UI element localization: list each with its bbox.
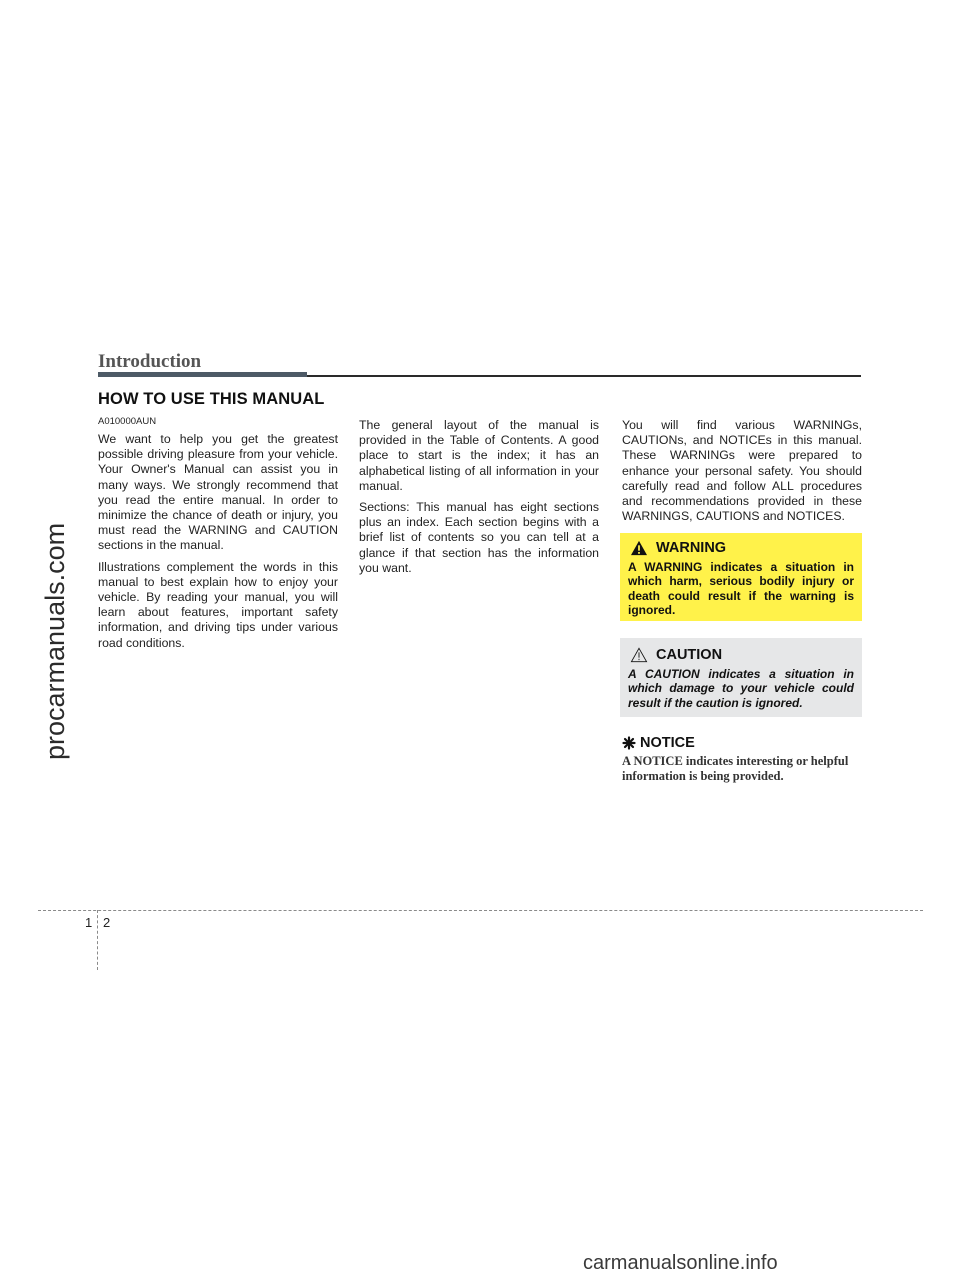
warning-box xyxy=(620,533,862,621)
caution-header xyxy=(630,646,854,664)
bottom-watermark: carmanualsonline.info xyxy=(583,1252,778,1274)
caution-text: A CAUTION indicates a situation in which damage to your vehicle could result if the caution is ignored. xyxy=(628,667,854,710)
warning-text: A WARNING indicates a situation in which harm, serious bodily injury or death could result if the warning is ignored. xyxy=(628,560,854,617)
warning-triangle-icon xyxy=(630,540,648,556)
section-title: Introduction xyxy=(98,351,202,372)
paragraph: We want to help you get the greatest possible driving pleasure from your vehicle. Your Owner's Manual can assist you in many ways. We strongly recommend that you read the entire manual. In order to minimize the chance of death or injury, you must read the WARNING and CAUTION sections in the manual. xyxy=(98,432,338,553)
paragraph: Sections: This manual has eight sections plus an index. Each section begins with a brief list of contents so you can tell at a glance if that section has the information you want. xyxy=(359,500,599,575)
column-1 xyxy=(98,432,338,657)
side-watermark xyxy=(6,522,70,840)
footer-divider xyxy=(97,910,98,970)
caution-box xyxy=(620,638,862,717)
notice-header xyxy=(622,735,695,751)
warning-header xyxy=(630,539,854,557)
notice-star-icon xyxy=(622,736,636,750)
notice-title: NOTICE xyxy=(640,735,695,751)
section-code: A010000AUN xyxy=(98,416,157,427)
notice-text: A NOTICE indicates interesting or helpful information is being provided. xyxy=(622,754,849,783)
footer-rule xyxy=(38,910,923,911)
column-2 xyxy=(359,418,599,582)
chapter-number: 1 xyxy=(85,915,93,930)
header-rule-accent xyxy=(98,372,307,377)
caution-triangle-icon xyxy=(630,647,648,663)
paragraph: The general layout of the manual is provided in the Table of Contents. A good place to start is the index; it has an alphabetical listing of all information in your manual. xyxy=(359,418,599,493)
paragraph: You will find various WARNINGs, CAUTIONs, and NOTICEs in this manual. These WARNINGs were prepared to enhance your personal safety. You should carefully read and follow ALL procedures and recommendations provided in these WARNINGS, CAUTIONS and NOTICES. xyxy=(622,418,862,524)
column-3 xyxy=(622,418,862,530)
page-heading: HOW TO USE THIS MANUAL xyxy=(98,390,325,408)
paragraph: Illustrations complement the words in this manual to best explain how to enjoy your vehicle. By reading your manual, you will learn about features, important safety information, and driving tips under various road conditions. xyxy=(98,559,338,650)
side-watermark-text: procarmanuals.com xyxy=(40,522,70,760)
header-rule xyxy=(307,375,861,377)
warning-title: WARNING xyxy=(656,540,727,556)
page-number: 2 xyxy=(103,915,111,930)
caution-title: CAUTION xyxy=(656,647,723,663)
